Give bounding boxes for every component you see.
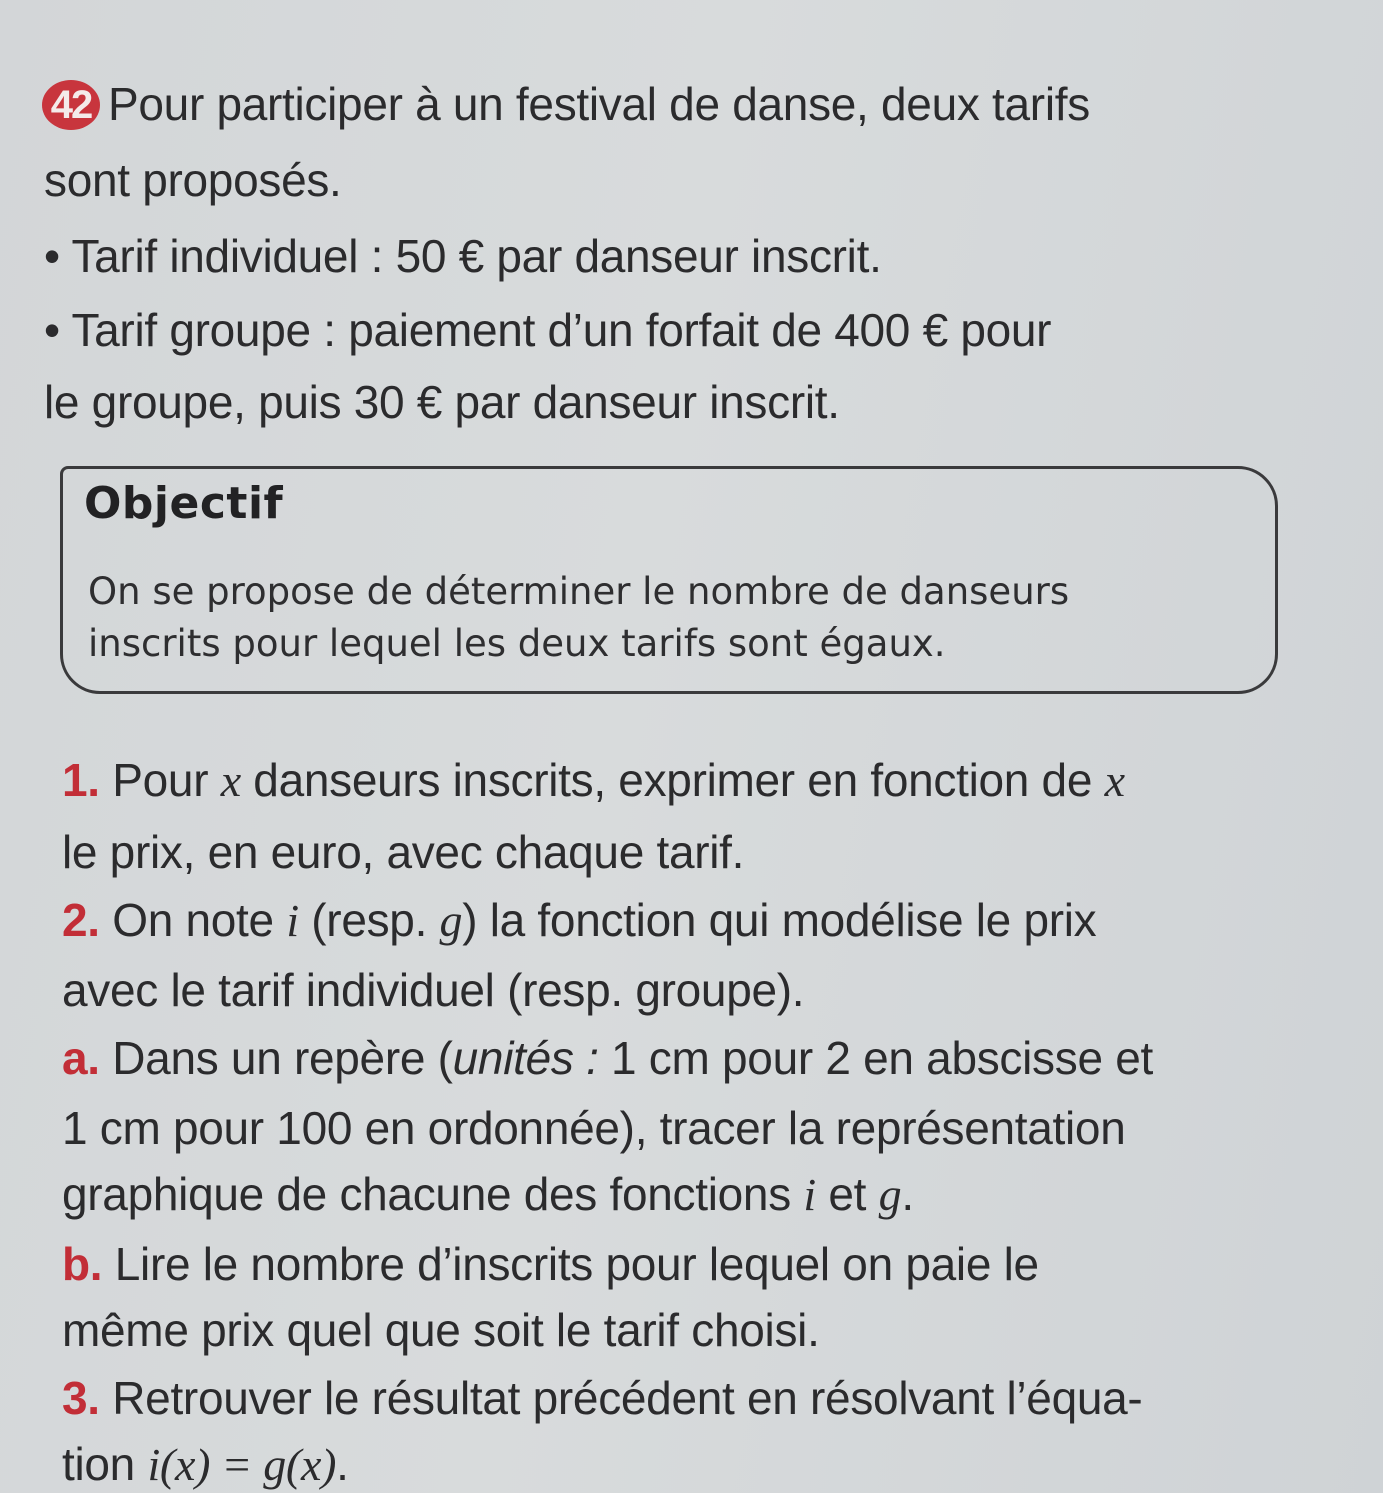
function-i: i bbox=[803, 1169, 816, 1220]
question-1-line-2: le prix, en euro, avec chaque tarif. bbox=[62, 826, 745, 878]
question-2a-text: graphique de chacune des fonctions bbox=[62, 1168, 804, 1220]
function-i: i bbox=[286, 895, 299, 946]
question-2a-text: Dans un repère ( bbox=[99, 1032, 453, 1084]
question-2a-text: . bbox=[901, 1168, 914, 1220]
tarif-groupe-bullet-line-2: le groupe, puis 30 € par danseur inscrit. bbox=[44, 376, 840, 428]
variable-x: x bbox=[1104, 755, 1125, 806]
units-label: unités : bbox=[452, 1032, 599, 1084]
question-3-text: Retrouver le résultat précédent en résolvant l’équa- bbox=[99, 1372, 1143, 1424]
question-1-text: Pour bbox=[99, 754, 221, 806]
exercise-number-badge: 42 bbox=[42, 80, 100, 130]
objectif-title: Objectif bbox=[84, 478, 284, 529]
question-2-text: (resp. bbox=[298, 894, 440, 946]
question-3-line-2 bbox=[62, 1436, 349, 1493]
question-2b-line-1 bbox=[62, 1236, 1039, 1292]
question-1-line-1 bbox=[62, 752, 1125, 809]
question-2-line-1 bbox=[62, 892, 1096, 949]
variable-x: x bbox=[220, 755, 241, 806]
question-1-text: danseurs inscrits, exprimer en fonction de bbox=[240, 754, 1105, 806]
question-2a-line-1 bbox=[62, 1030, 1153, 1086]
function-g: g bbox=[878, 1169, 902, 1220]
question-2-text: On note bbox=[99, 894, 287, 946]
question-2a-line-2: 1 cm pour 100 en ordonnée), tracer la représentation bbox=[62, 1102, 1126, 1154]
question-2-line-2: avec le tarif individuel (resp. groupe). bbox=[62, 964, 805, 1016]
question-2a-line-3 bbox=[62, 1166, 914, 1223]
question-3-text: tion bbox=[62, 1438, 148, 1490]
function-g: g bbox=[439, 895, 463, 946]
question-2-text: ) la fonction qui modélise le prix bbox=[462, 894, 1097, 946]
question-3-label: 3. bbox=[62, 1372, 100, 1424]
exercise-intro-line-1 bbox=[42, 76, 1090, 132]
question-2b-text: Lire le nombre d’inscrits pour lequel on paie le bbox=[102, 1238, 1039, 1290]
tarif-individuel-bullet: • Tarif individuel : 50 € par danseur inscrit. bbox=[44, 230, 882, 282]
question-2b-line-2: même prix quel que soit le tarif choisi. bbox=[62, 1304, 820, 1356]
objectif-text-line-1: On se propose de déterminer le nombre de danseurs bbox=[88, 570, 1070, 613]
question-2a-text: et bbox=[815, 1168, 879, 1220]
question-2b-label: b. bbox=[62, 1238, 103, 1290]
question-2a-label: a. bbox=[62, 1032, 100, 1084]
question-2-label: 2. bbox=[62, 894, 100, 946]
question-2a-text: 1 cm pour 2 en abscisse et bbox=[598, 1032, 1153, 1084]
question-1-label: 1. bbox=[62, 754, 100, 806]
equation: i(x) = g(x) bbox=[147, 1439, 337, 1490]
tarif-groupe-bullet-line-1: • Tarif groupe : paiement d’un forfait de 400 € pour bbox=[44, 304, 1052, 356]
question-3-line-1 bbox=[62, 1370, 1142, 1426]
exercise-intro-line-2: sont proposés. bbox=[44, 154, 342, 206]
question-3-text: . bbox=[336, 1438, 349, 1490]
intro-text-1: Pour participer à un festival de danse, deux tarifs bbox=[108, 78, 1090, 130]
objectif-text-line-2: inscrits pour lequel les deux tarifs sont égaux. bbox=[88, 622, 946, 665]
